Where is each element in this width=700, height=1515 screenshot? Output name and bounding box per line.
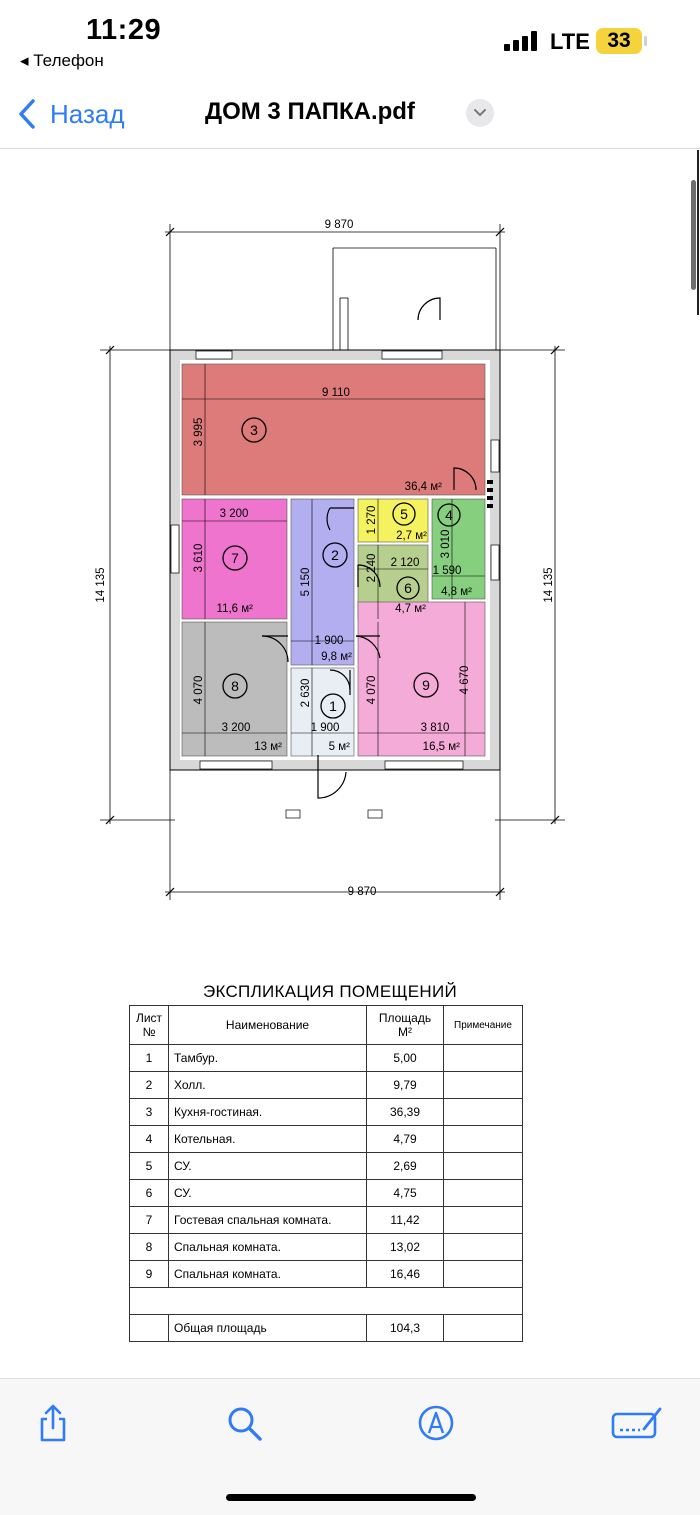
dim-1270: 1 270 [366, 505, 378, 535]
table-header [130, 1006, 523, 1045]
dim-3995: 3 995 [193, 417, 205, 447]
network-type: LTE [550, 29, 590, 54]
row-number: 8 [130, 1234, 169, 1261]
room-7-area: 11,6 м² [216, 603, 253, 615]
table-row [130, 1153, 523, 1180]
room-7-number: 7 [231, 550, 239, 566]
dim-right-height: 14 135 [543, 567, 555, 603]
title-menu-button[interactable] [466, 99, 494, 127]
empty-row [130, 1288, 523, 1315]
sign-button[interactable] [610, 1403, 664, 1443]
row-name: Спальная комната. [169, 1234, 367, 1261]
search-icon [224, 1403, 264, 1443]
header-area: Площадь М² [367, 1006, 444, 1045]
row-name: Гостевая спальная комната. [169, 1207, 367, 1234]
room-1-area: 5 м² [328, 741, 350, 753]
table-row [130, 1072, 523, 1099]
total-label: Общая площадь [169, 1315, 367, 1342]
room-4-area: 4,8 м² [441, 586, 472, 598]
room-3-number: 3 [250, 422, 258, 438]
room-9-area: 16,5 м² [422, 741, 460, 753]
scrollbar[interactable] [691, 180, 696, 290]
row-area: 16,46 [367, 1261, 444, 1288]
room-3-area: 36,4 м² [404, 481, 442, 493]
status-bar [0, 0, 700, 80]
row-name: Кухня-гостиная. [169, 1099, 367, 1126]
row-area: 4,79 [367, 1126, 444, 1153]
table-row [130, 1045, 523, 1072]
room-5-area: 2,7 м² [396, 530, 427, 542]
back-button-label: Назад [50, 98, 125, 129]
markup-icon [416, 1403, 456, 1443]
table-row [130, 1207, 523, 1234]
row-note [444, 1126, 523, 1153]
row-name: СУ. [169, 1153, 367, 1180]
markup-button[interactable] [416, 1403, 456, 1443]
back-to-app-link[interactable]: ◂ Телефон [20, 51, 104, 70]
dim-9110: 9 110 [322, 387, 350, 399]
status-time: 11:29 [86, 14, 162, 46]
dim-1900a: 1 900 [314, 635, 344, 647]
room-8-area: 13 м² [254, 741, 282, 753]
room-1-number: 1 [329, 698, 337, 714]
dim-4070b: 4 070 [366, 675, 378, 705]
dim-4070a: 4 070 [193, 675, 205, 705]
room-4-number: 4 [445, 507, 453, 523]
row-name: Тамбур. [169, 1045, 367, 1072]
row-area: 2,69 [367, 1153, 444, 1180]
sign-icon [610, 1403, 664, 1443]
header-note: Примечание [444, 1006, 523, 1045]
row-area: 13,02 [367, 1234, 444, 1261]
row-name: Котельная. [169, 1126, 367, 1153]
row-note [444, 1153, 523, 1180]
header-name: Наименование [169, 1006, 367, 1045]
row-name: СУ. [169, 1180, 367, 1207]
battery-icon: 33 [596, 28, 642, 54]
row-number: 2 [130, 1072, 169, 1099]
chevron-left-icon [18, 98, 36, 130]
table-row [130, 1099, 523, 1126]
dim-3610: 3 610 [193, 543, 205, 573]
total-number [130, 1315, 169, 1342]
room-9-number: 9 [422, 677, 430, 693]
dim-3810: 3 810 [420, 722, 450, 734]
dim-3010: 3 010 [440, 529, 452, 559]
dim-2120: 2 120 [390, 557, 420, 569]
row-number: 3 [130, 1099, 169, 1126]
row-name: Спальная комната. [169, 1261, 367, 1288]
row-note [444, 1045, 523, 1072]
row-area: 4,75 [367, 1180, 444, 1207]
row-note [444, 1234, 523, 1261]
battery-cap [644, 36, 647, 46]
row-area: 5,00 [367, 1045, 444, 1072]
floor-plan [0, 150, 690, 970]
back-button[interactable] [18, 94, 125, 134]
dim-left-height: 14 135 [95, 567, 107, 603]
dim-3200b: 3 200 [221, 722, 251, 734]
room-5-number: 5 [400, 506, 408, 522]
row-number: 4 [130, 1126, 169, 1153]
total-area: 104,3 [367, 1315, 444, 1342]
row-area: 11,42 [367, 1207, 444, 1234]
dim-1590: 1 590 [432, 565, 462, 577]
pdf-page[interactable] [0, 150, 690, 1378]
table-row [130, 1180, 523, 1207]
header-sheet: Лист № [130, 1006, 169, 1045]
dim-3200a: 3 200 [219, 508, 249, 520]
dim-2630: 2 630 [300, 678, 312, 708]
search-button[interactable] [224, 1403, 264, 1443]
home-indicator[interactable] [226, 1494, 476, 1501]
room-8-number: 8 [231, 678, 239, 694]
room-2-number: 2 [331, 547, 339, 563]
chevron-down-icon [473, 108, 487, 118]
dim-2240: 2 240 [366, 553, 378, 583]
nav-bar [0, 84, 700, 149]
total-note [444, 1315, 523, 1342]
room-6-area: 4,7 м² [395, 603, 426, 615]
row-number: 6 [130, 1180, 169, 1207]
table-row [130, 1261, 523, 1288]
row-area: 9,79 [367, 1072, 444, 1099]
document-title[interactable]: ДОМ 3 ПАПКА.pdf [205, 98, 415, 125]
room-6-number: 6 [404, 580, 412, 596]
dim-bottom-width: 9 870 [347, 886, 377, 898]
row-note [444, 1180, 523, 1207]
row-name: Холл. [169, 1072, 367, 1099]
dim-4670: 4 670 [459, 665, 471, 695]
row-area: 36,39 [367, 1099, 444, 1126]
table-total-row [130, 1315, 523, 1342]
signal-icon [504, 30, 544, 52]
row-note [444, 1072, 523, 1099]
dim-top-width: 9 870 [324, 219, 354, 231]
row-number: 9 [130, 1261, 169, 1288]
room-3 [182, 364, 485, 495]
row-number: 1 [130, 1045, 169, 1072]
row-note [444, 1261, 523, 1288]
row-number: 5 [130, 1153, 169, 1180]
row-note [444, 1099, 523, 1126]
page-edge [697, 150, 699, 315]
row-note [444, 1207, 523, 1234]
table-row [130, 1126, 523, 1153]
table-row [130, 1234, 523, 1261]
explication-table [129, 1005, 523, 1342]
share-button[interactable] [33, 1403, 73, 1443]
explication-title: ЭКСПЛИКАЦИЯ ПОМЕЩЕНИЙ [202, 982, 458, 1001]
row-number: 7 [130, 1207, 169, 1234]
share-icon [33, 1403, 73, 1443]
table-row-empty [130, 1288, 523, 1315]
room-2-area: 9,8 м² [321, 651, 352, 663]
dim-5150: 5 150 [300, 567, 312, 597]
dim-1900b: 1 900 [310, 722, 340, 734]
